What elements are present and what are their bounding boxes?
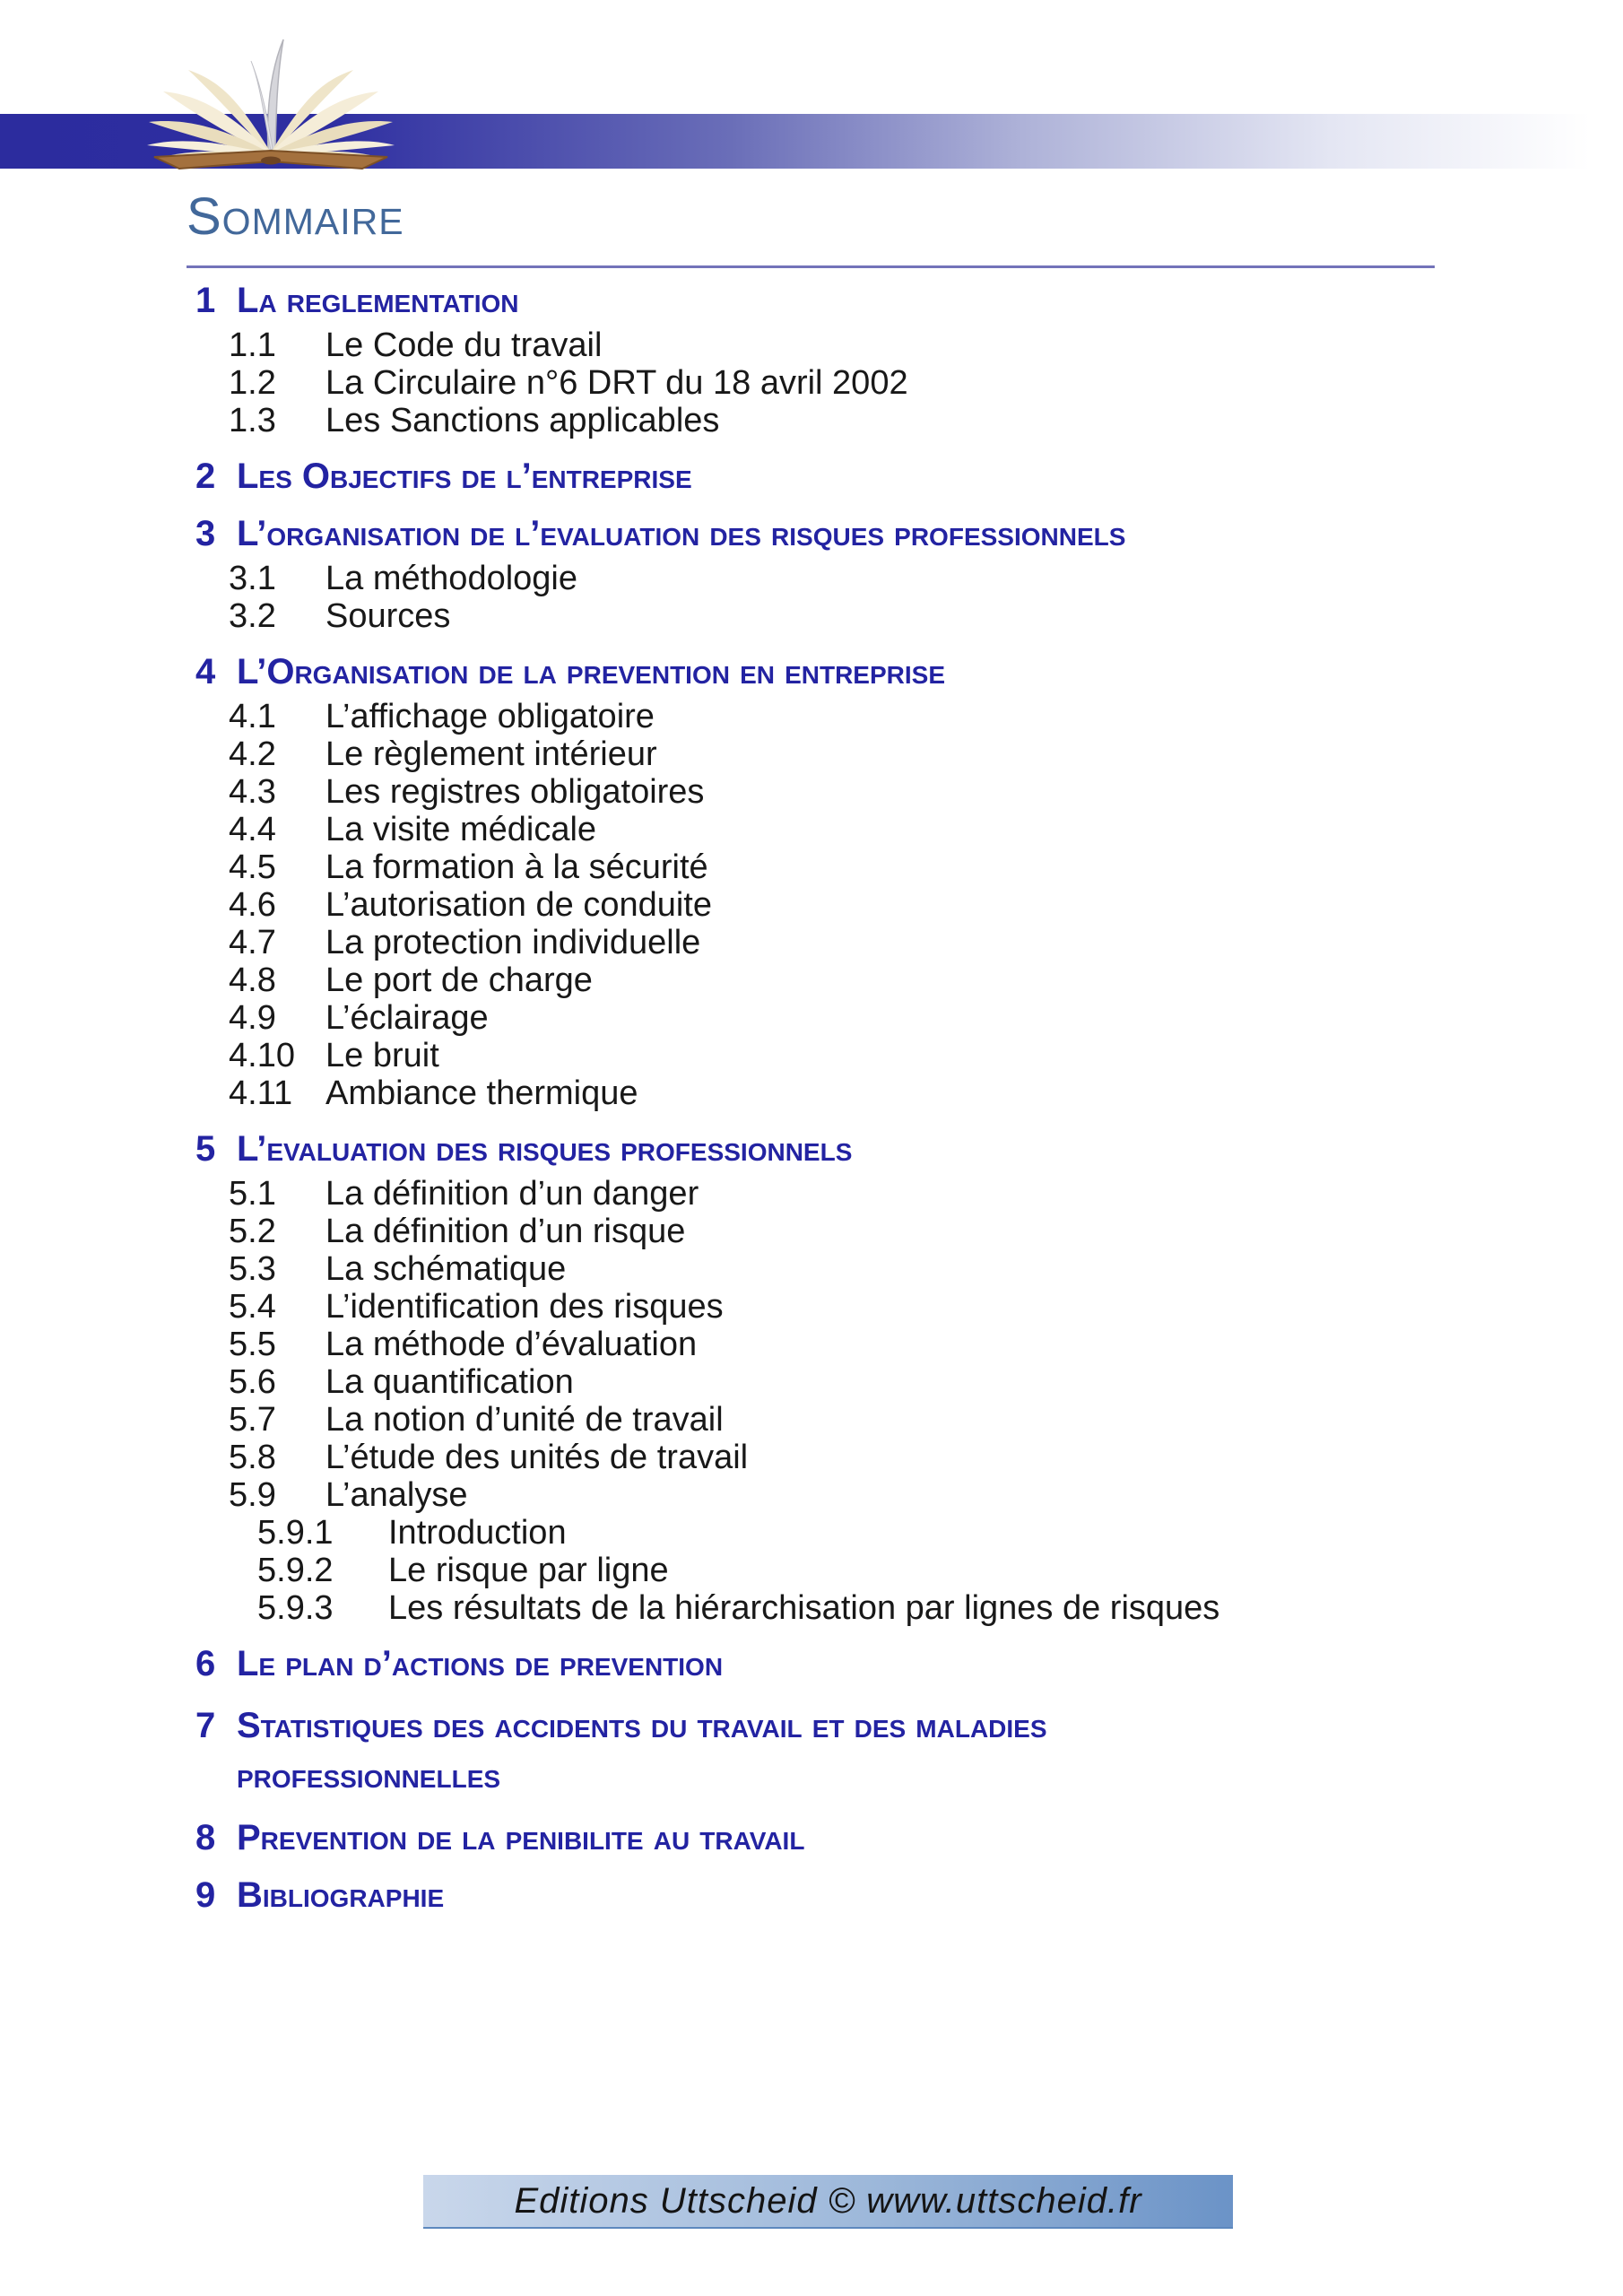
toc-number: 4.8 — [229, 961, 276, 999]
toc-item — [0, 1250, 1623, 1288]
toc-item — [0, 1037, 1623, 1074]
toc-item — [0, 1213, 1623, 1250]
toc-label: La formation à la sécurité — [325, 848, 708, 886]
toc-label: La reglementation — [237, 281, 519, 320]
toc-label — [237, 1700, 1047, 1801]
toc-item — [0, 1589, 1623, 1627]
toc-item — [0, 961, 1623, 999]
toc-heading — [0, 1128, 1623, 1170]
title-underline — [187, 265, 1435, 268]
toc-number: 5.3 — [229, 1250, 276, 1288]
toc-item — [0, 326, 1623, 364]
toc-number: 5.7 — [229, 1401, 276, 1439]
toc-heading — [0, 1874, 1623, 1916]
toc-number: 5.9.3 — [257, 1589, 334, 1627]
toc-number: 4.9 — [229, 999, 276, 1037]
toc-label: Les résultats de la hiérarchisation par lignes de risques — [388, 1589, 1220, 1627]
toc-number: 3.1 — [229, 560, 276, 597]
toc-label: L’affichage obligatoire — [325, 698, 655, 735]
toc-item — [0, 1476, 1623, 1514]
toc-label: Les registres obligatoires — [325, 773, 705, 811]
toc-heading — [0, 456, 1623, 497]
toc-label: Le risque par ligne — [388, 1552, 669, 1589]
toc-item — [0, 597, 1623, 635]
toc-item — [0, 1439, 1623, 1476]
toc-number: 4.6 — [229, 886, 276, 924]
toc-label: L’identification des risques — [325, 1288, 724, 1326]
toc-label: La protection individuelle — [325, 924, 701, 961]
footer-bar — [423, 2175, 1233, 2229]
toc-number: 7 — [195, 1706, 216, 1745]
toc-label: Les Sanctions applicables — [325, 402, 720, 439]
toc-number: 5.5 — [229, 1326, 276, 1363]
toc-item — [0, 560, 1623, 597]
toc-label: L’analyse — [325, 1476, 468, 1514]
toc-label: L’evaluation des risques professionnels — [237, 1129, 853, 1169]
toc-number: 5.8 — [229, 1439, 276, 1476]
toc-label: La schématique — [325, 1250, 567, 1288]
toc-number: 4.2 — [229, 735, 276, 773]
toc-number: 4.11 — [229, 1074, 293, 1112]
toc-item — [0, 1175, 1623, 1213]
toc-item — [0, 1074, 1623, 1112]
toc-number: 4.4 — [229, 811, 276, 848]
toc-label: Les Objectifs de l’entreprise — [237, 457, 692, 496]
toc-label-line: Statistiques des accidents du travail et des maladies — [237, 1706, 1047, 1745]
toc-label: Sources — [325, 597, 451, 635]
toc-number: 2 — [195, 457, 216, 496]
toc-number: 3 — [195, 514, 216, 553]
toc-item — [0, 811, 1623, 848]
toc-number: 5.1 — [229, 1175, 276, 1213]
toc-label: Le règlement intérieur — [325, 735, 657, 773]
toc-item — [0, 924, 1623, 961]
toc-label: Bibliographie — [237, 1875, 445, 1915]
toc-number: 5.9.2 — [257, 1552, 334, 1589]
toc-label: La méthode d’évaluation — [325, 1326, 698, 1363]
toc-number: 1.2 — [229, 364, 276, 402]
toc-number: 4.5 — [229, 848, 276, 886]
toc-item — [0, 1401, 1623, 1439]
toc-number: 4.1 — [229, 698, 276, 735]
toc-number: 4 — [195, 652, 216, 691]
toc-label: L’organisation de l’evaluation des risques professionnels — [237, 514, 1126, 553]
toc-item — [0, 402, 1623, 439]
toc-label: La Circulaire n°6 DRT du 18 avril 2002 — [325, 364, 908, 402]
toc-label: La définition d’un danger — [325, 1175, 699, 1213]
toc-label: La visite médicale — [325, 811, 597, 848]
toc-heading — [0, 280, 1623, 321]
toc-item — [0, 698, 1623, 735]
toc-number: 5.2 — [229, 1213, 276, 1250]
toc-number: 5.9.1 — [257, 1514, 334, 1552]
toc-label: Prevention de la penibilite au travail — [237, 1818, 805, 1857]
toc-number: 5.6 — [229, 1363, 276, 1401]
toc-label: L’autorisation de conduite — [325, 886, 712, 924]
toc-label-line: professionnelles — [237, 1756, 501, 1796]
toc-label: Introduction — [388, 1514, 567, 1552]
toc-item — [0, 773, 1623, 811]
toc-item — [0, 364, 1623, 402]
footer-text: Editions Uttscheid © www.uttscheid.fr — [514, 2180, 1142, 2221]
toc-number: 4.7 — [229, 924, 276, 961]
toc-item — [0, 1363, 1623, 1401]
toc-label: La quantification — [325, 1363, 574, 1401]
toc-label: Le port de charge — [325, 961, 593, 999]
toc-number: 4.10 — [229, 1037, 295, 1074]
toc-number: 5.4 — [229, 1288, 276, 1326]
toc-item — [0, 999, 1623, 1037]
toc-label: L’Organisation de la prevention en entreprise — [237, 652, 946, 691]
toc-heading — [0, 1817, 1623, 1858]
toc-number: 3.2 — [229, 597, 276, 635]
toc-label: La méthodologie — [325, 560, 577, 597]
toc-number: 1.3 — [229, 402, 276, 439]
open-book-logo-icon — [136, 34, 405, 170]
toc-heading — [0, 513, 1623, 554]
toc-item — [0, 1288, 1623, 1326]
toc-item — [0, 1326, 1623, 1363]
page-title: Sommaire — [187, 187, 404, 246]
toc-item — [0, 1552, 1623, 1589]
toc-label: Le bruit — [325, 1037, 439, 1074]
toc-number: 1.1 — [229, 326, 276, 364]
toc-label: Ambiance thermique — [325, 1074, 638, 1112]
toc-item — [0, 848, 1623, 886]
toc-number: 8 — [195, 1818, 216, 1857]
toc-number: 5 — [195, 1129, 216, 1169]
toc-heading — [0, 651, 1623, 692]
toc-label: L’étude des unités de travail — [325, 1439, 749, 1476]
toc-number: 6 — [195, 1644, 216, 1683]
toc-item — [0, 886, 1623, 924]
toc-label: Le plan d’actions de prevention — [237, 1644, 724, 1683]
toc-label: Le Code du travail — [325, 326, 603, 364]
toc-heading — [0, 1700, 1623, 1801]
toc-number: 5.9 — [229, 1476, 276, 1514]
toc-list — [0, 280, 1623, 1921]
toc-number: 4.3 — [229, 773, 276, 811]
toc-label: La définition d’un risque — [325, 1213, 686, 1250]
toc-item — [0, 1514, 1623, 1552]
toc-number: 1 — [195, 281, 216, 320]
toc-item — [0, 735, 1623, 773]
toc-number: 9 — [195, 1875, 216, 1915]
toc-label: L’éclairage — [325, 999, 489, 1037]
toc-label: La notion d’unité de travail — [325, 1401, 724, 1439]
toc-heading — [0, 1643, 1623, 1684]
